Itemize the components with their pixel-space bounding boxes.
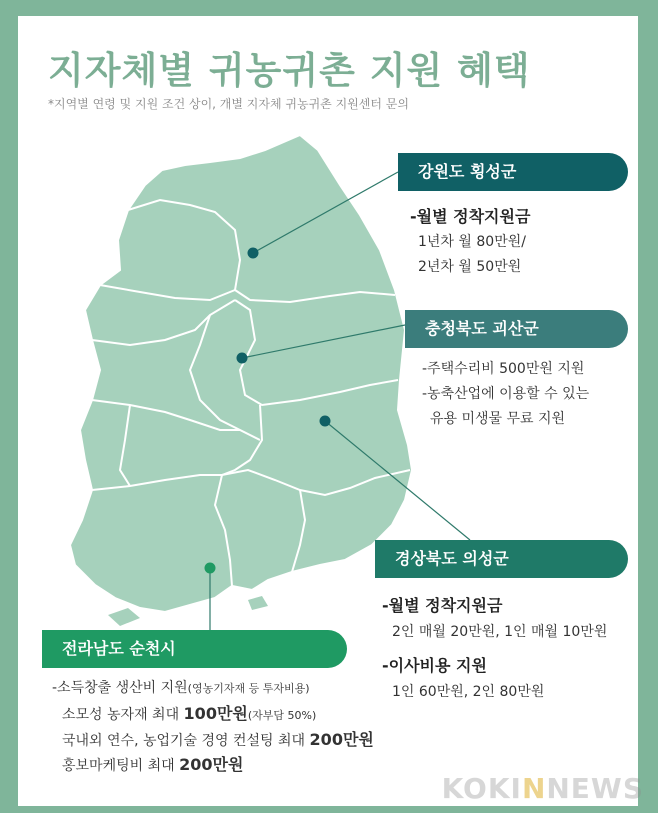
hoengseong-line-1: -월별 정착지원금 (410, 207, 531, 226)
region-tag-suncheon: 전라남도 순천시 (42, 630, 347, 668)
suncheon-line-2-note: (자부담 50%) (247, 709, 317, 722)
goesan-line-2: -농축산업에 이용할 수 있는 (422, 386, 590, 402)
suncheon-line-1 (52, 676, 310, 701)
uiseong-line-1: -월별 정착지원금 (382, 596, 503, 615)
goesan-line-1: -주택수리비 500만원 지원 (422, 361, 585, 377)
location-dot-goesan (237, 353, 248, 364)
hoengseong-line-2: 1년차 월 80만원/ (418, 234, 526, 250)
region-tag-hoengseong: 강원도 횡성군 (398, 153, 628, 191)
location-dot-hoengseong (248, 248, 259, 259)
page-subtitle: *지역별 연령 및 지원 조건 상이, 개별 지자체 귀농귀촌 지원센터 문의 (48, 97, 409, 111)
watermark-part-3: NEWS (546, 772, 644, 805)
uiseong-line-2: 2인 매월 20만원, 1인 매월 10만원 (392, 624, 608, 640)
watermark-part-2: N (521, 772, 547, 805)
leader-line-uiseong (325, 421, 470, 540)
location-dot-uiseong (320, 416, 331, 427)
suncheon-line-2-text: 소모성 농자재 최대 (62, 707, 184, 723)
region-tag-uiseong: 경상북도 의성군 (375, 540, 628, 578)
suncheon-line-2-amount: 100만원 (183, 704, 248, 723)
leader-line-hoengseong (253, 172, 398, 253)
suncheon-line-4 (62, 753, 243, 778)
watermark-logo (442, 772, 644, 805)
location-dot-suncheon (205, 563, 216, 574)
suncheon-line-4-text: 홍보마케팅비 최대 (62, 758, 180, 774)
goesan-line-3: 유용 미생물 무료 지원 (430, 411, 566, 427)
suncheon-line-3 (62, 728, 374, 753)
leader-line-goesan (242, 325, 405, 358)
hoengseong-line-3: 2년차 월 50만원 (418, 259, 522, 275)
suncheon-line-3-amount: 200만원 (309, 730, 374, 749)
suncheon-line-4-amount: 200만원 (179, 755, 244, 774)
watermark-part-1: KOKI (441, 772, 522, 805)
suncheon-line-1-note: (영농기자재 등 투자비용) (187, 682, 310, 695)
suncheon-line-2 (62, 702, 316, 728)
uiseong-line-4: 1인 60만원, 2인 80만원 (392, 684, 545, 700)
page-title: 지자체별 귀농귀촌 지원 혜택 (48, 49, 531, 92)
region-tag-goesan: 충청북도 괴산군 (405, 310, 628, 348)
uiseong-line-3: -이사비용 지원 (382, 656, 487, 675)
suncheon-line-1-text: -소득창출 생산비 지원 (52, 680, 188, 696)
suncheon-line-3-text: 국내외 연수, 농업기술 경영 컨설팅 최대 (62, 733, 310, 749)
